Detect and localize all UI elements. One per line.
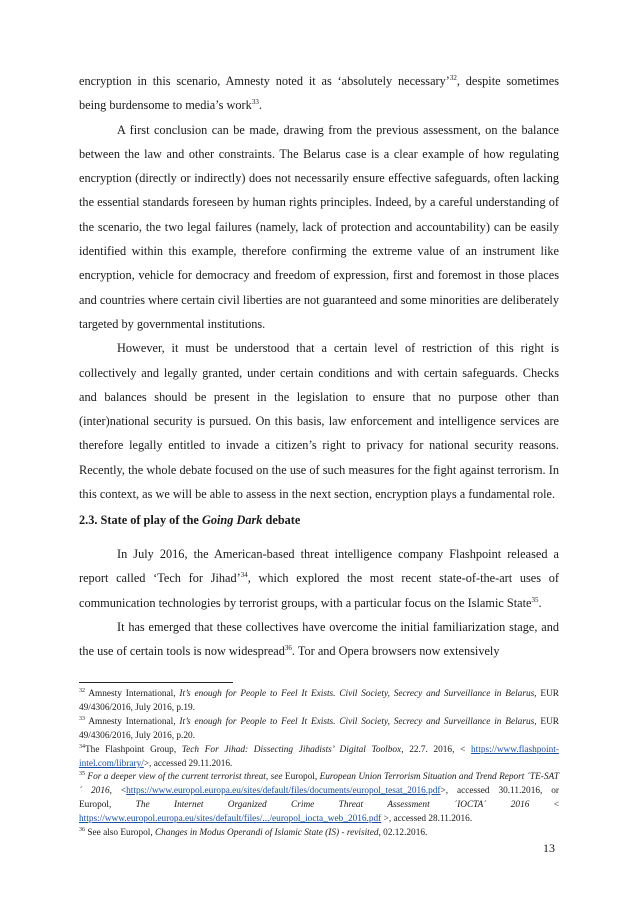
footnote-ref-33: 33: [251, 98, 259, 107]
footnote-32: $^{32}$ Amnesty International, It’s enough for People to Feel It Exists. Civil Society, Secrecy and Surveillance in Belarus, EUR 49/4306/2016, July 2016, p.19.: [79, 687, 559, 713]
footnote-ref-35: 35: [531, 595, 539, 604]
footnote-ref-34: 34: [240, 571, 248, 580]
paragraph-1: encryption in this scenario, Amnesty noted it as ‘absolutely necessary’$^{32}$, despite sometimes being burdensome to media’s work$^{33}$.: [79, 73, 559, 113]
footnote-34-link[interactable]: https://www.flashpoint-intel.com/library/: [79, 744, 559, 769]
paragraph-2: A first conclusion can be made, drawing from the previous assessment, on the balance between the law and other constraints. The Belarus case is a clear example of how regulating encryption (directly or indirectly) does not necessarily ensure effective safeguards, often lacking the essential standards foreseen by human rights principles. Indeed, by a careful understanding of the scenario, the two legal failures (namely, lack of protection and accountability) can be easily identified within this example, therefore confirming the extreme value of an instrument like encryption, vehicle for democracy and freedom of expression, first and foremost in those places and countries where certain civil liberties are not guaranteed and some minorities are deliberately targeted by governmental institutions.: [79, 122, 559, 331]
footnote-33: $^{33}$ Amnesty International, It’s enough for People to Feel It Exists. Civil Society, Secrecy and Surveillance in Belarus, EUR 49/4306/2016, July 2016, p.20.: [79, 715, 559, 741]
footnote-ref-32: 32: [449, 73, 457, 82]
body-text-bottom: [79, 542, 559, 663]
paragraph-4: In July 2016, the American-based threat intelligence company Flashpoint released a report called ‘Tech for Jihad’$^{34}$, which explored the most recent state-of-the-art uses of communication technologies by terrorist groups, with a particular focus on the Islamic State$^{35}$.: [79, 547, 559, 610]
heading-2-3: 2.3. State of play of the Going Dark debate: [79, 513, 301, 527]
footnote-35-link-iocta[interactable]: https://www.europol.europa.eu/sites/default/files/.../europol_iocta_web_2016.pdf: [79, 814, 382, 825]
section-heading: [79, 508, 559, 532]
page-number: 13: [543, 841, 555, 855]
body-text-top: [79, 69, 559, 506]
footnote-35: $^{35}$ For a deeper view of the current terrorist threat, see Europol, European Union Terrorism Situation and Trend Report ´TE-SAT´ 2016, <https://www.europol.europa.eu/sites/default/files/documents/europol_tesat_2016.pdf>, accessed 30.11.2016, or Europol, The Internet Organized Crime Threat Assessment ´IOCTA´ 2016 < https://www.europol.europa.eu/sites/default/files/.../europol_iocta_web_2016.pdf >, accessed 28.11.2016.: [79, 771, 559, 825]
paragraph-3: However, it must be understood that a certain level of restriction of this right is collectively and legally granted, under certain conditions and with certain safeguards. Checks and balances should be present in the legislation to ensure that no purpose other than (inter)national security is pursued. On this basis, law enforcement and intelligence services are therefore legally entitled to invade a citizen’s right to privacy for national security reasons. Recently, the whole debate focused on the use of such measures for the fight against terrorism. In this context, as we will be able to assess in the next section, encryption plays a fundamental role.: [79, 341, 559, 502]
footnote-34: $^{34}$The Flashpoint Group, Tech For Jihad: Dissecting Jihadists’ Digital Toolbox, 22.7. 2016, < https://www.flashpoint-intel.com/library/>, accessed 29.11.2016.: [79, 743, 559, 769]
paragraph-5: It has emerged that these collectives have overcome the initial familiarization stage, and the use of certain tools is now widespread$^{36}$. Tor and Opera browsers now extensively: [79, 619, 559, 659]
footnote-36: $^{36}$ See also Europol, Changes in Modus Operandi of Islamic State (IS) - revisited, 02.12.2016.: [79, 826, 428, 839]
footnote-35-link-tesat[interactable]: https://www.europol.europa.eu/sites/default/files/documents/europol_tesat_2016.pdf: [126, 786, 441, 797]
footnote-separator: [79, 682, 233, 683]
footnote-ref-36: 36: [284, 644, 292, 653]
footnotes: [79, 688, 559, 841]
